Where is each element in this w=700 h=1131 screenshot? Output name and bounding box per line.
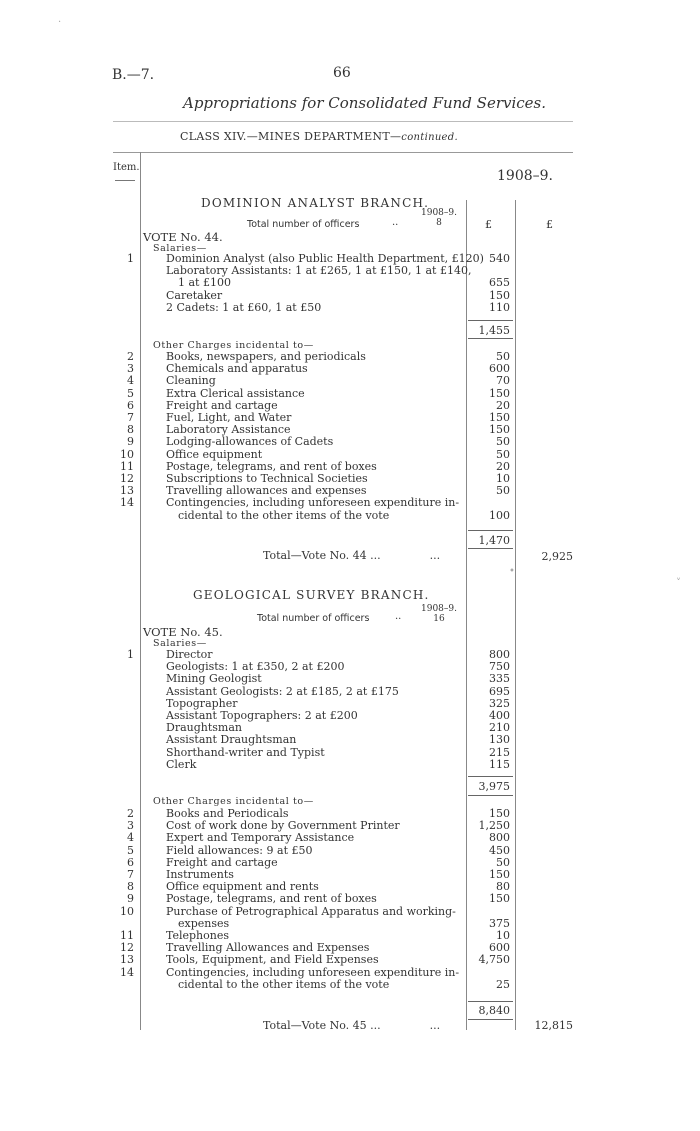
item-description: Geologists: 1 at £350, 2 at £200 [166,660,345,674]
table-row [0,710,700,722]
officers-label: Total number of officers [257,613,370,624]
item-description: Topographer [166,696,238,710]
pound-header-2: £ [546,218,553,231]
class-heading-main: CLASS XIV.—MINES DEPARTMENT— [180,130,402,143]
branch-heading: GEOLOGICAL SURVEY BRANCH. [193,588,430,602]
item-amount: 150 [489,423,510,437]
item-amount: 150 [489,868,510,881]
analyst-vote-total-label: Total—Vote No. 44 ... ... [263,549,441,562]
table-row [0,967,700,979]
vote-heading: VOTE No. 44. [143,230,223,244]
item-description: Field allowances: 9 at £50 [166,843,313,857]
item-description: Contingencies, including unforeseen expenditure in- [166,965,460,979]
geo-salaries-subtotal: 3,975 [478,780,510,793]
item-description: Assistant Topographers: 2 at £200 [166,709,358,722]
item-amount: 80 [496,880,510,894]
table-top-rule [113,152,573,153]
scan-speck: ˅ [676,578,681,589]
item-amount: 375 [489,916,510,930]
item-description: Travelling Allowances and Expenses [166,941,370,955]
item-amount: 115 [489,757,510,771]
item-description: Freight and cartage [166,398,278,412]
vote-heading: VOTE No. 45. [143,625,223,639]
analyst-salaries-rule [468,320,513,321]
item-description: Shorthand-writer and Typist [166,745,325,759]
geo-total-label-text: Total—Vote No. 45 [263,1019,367,1032]
item-number: 10 [120,904,134,918]
analyst-salaries-subtotal: 1,455 [478,324,510,337]
geo-salaries-rule [468,776,513,777]
item-description: Cleaning [166,374,216,388]
item-number: 11 [120,929,134,942]
item-description: Assistant Draughtsman [166,733,297,747]
table-row [0,277,700,289]
item-description: Dominion Analyst (also Public Health Department, £120) [166,252,484,265]
item-description: cidental to the other items of the vote [178,977,390,991]
table-row [0,375,700,387]
officers-label: Total number of officers [247,219,360,230]
table-row [0,449,700,461]
table-row [0,747,700,759]
item-amount: 110 [489,300,510,314]
item-number: 7 [127,411,134,424]
geo-salaries-rule-2 [468,795,513,796]
analyst-other-charges-label: Other Charges incidental to— [153,340,314,351]
item-number: 8 [127,880,134,894]
item-description: Books and Periodicals [166,807,289,820]
geo-other-rule [468,1001,513,1002]
salaries-label: Salaries— [153,243,207,254]
table-row [0,424,700,436]
item-description: Laboratory Assistants: 1 at £265, 1 at £150, 1 at £140, [166,264,472,278]
pound-header-1: £ [485,218,492,231]
table-row [0,265,700,277]
table-row [0,918,700,930]
table-row [0,388,700,400]
item-amount: 25 [496,977,510,991]
table-row [0,302,700,314]
item-amount: 800 [489,648,510,661]
page-number: 66 [333,65,351,81]
item-amount: 750 [489,660,510,674]
item-amount: 695 [489,684,510,698]
officers-leader: .. [395,611,402,622]
item-number: 2 [127,350,134,363]
item-description: Caretaker [166,288,223,302]
salaries-label: Salaries— [153,638,207,649]
item-description: Telephones [166,929,230,942]
item-number: 2 [127,807,134,820]
table-row [0,473,700,485]
table-row [0,510,700,522]
table-row [0,649,700,661]
item-number: 10 [120,447,134,461]
table-row [0,954,700,966]
item-amount: 150 [489,411,510,424]
officers-count: 16 [433,614,445,624]
item-amount: 335 [489,672,510,686]
item-number: 9 [127,892,134,906]
item-description: Tools, Equipment, and Field Expenses [166,953,379,967]
item-description: cidental to the other items of the vote [178,508,390,522]
item-amount: 130 [489,733,510,747]
item-amount: 150 [489,386,510,400]
geo-vote-total: 12,815 [534,1019,573,1032]
item-amount: 4,750 [478,953,510,967]
item-description: Postage, telegrams, and rent of boxes [166,892,377,906]
item-number: 1 [127,648,134,661]
table-row [0,400,700,412]
table-row [0,942,700,954]
table-row [0,290,700,302]
officers-year: 1908–9. [421,604,457,614]
table-row [0,893,700,905]
officers-year: 1908–9. [421,208,457,218]
item-amount: 400 [489,709,510,722]
item-amount: 655 [489,276,510,290]
class-heading-continued: continued. [401,132,458,143]
table-row [0,979,700,991]
item-amount: 150 [489,288,510,302]
item-description: Books, newspapers, and periodicals [166,350,366,363]
officers-leader: .. [392,217,399,228]
item-number: 6 [127,855,134,869]
item-number: 3 [127,819,134,833]
table-row [0,253,700,265]
item-amount: 150 [489,807,510,820]
item-amount: 50 [496,350,510,363]
item-description: 2 Cadets: 1 at £60, 1 at £50 [166,300,322,314]
geo-vote-total-label: Total—Vote No. 45 ... ... [263,1019,441,1032]
geo-other-rule-2 [468,1019,513,1020]
table-row [0,832,700,844]
item-amount: 100 [489,508,510,522]
item-amount: 50 [496,484,510,498]
table-row [0,808,700,820]
item-amount: 10 [496,929,510,942]
item-amount: 20 [496,398,510,412]
analyst-other-rule-2 [468,548,513,549]
table-row [0,461,700,473]
item-number: 12 [120,472,134,485]
table-row [0,820,700,832]
item-amount: 215 [489,745,510,759]
analyst-total-label-text: Total—Vote No. 44 [263,549,367,562]
item-column-header: Item. [113,162,140,173]
item-number: 4 [127,374,134,388]
item-number: 5 [127,386,134,400]
item-amount: 600 [489,941,510,955]
table-row [0,686,700,698]
branch-heading: DOMINION ANALYST BRANCH. [201,196,430,210]
item-description: Office equipment and rents [166,880,319,894]
analyst-salaries-rule-2 [468,338,513,339]
item-description: Contingencies, including unforeseen expenditure in- [166,496,460,510]
item-number: 5 [127,843,134,857]
item-amount: 600 [489,362,510,376]
table-row [0,906,700,918]
item-description: 1 at £100 [178,276,231,290]
table-row [0,869,700,881]
table-row [0,759,700,771]
table-row [0,485,700,497]
analyst-other-rule [468,530,513,531]
item-amount: 50 [496,435,510,449]
item-description: expenses [178,916,230,930]
item-description: Subscriptions to Technical Societies [166,472,368,485]
item-description: Freight and cartage [166,855,278,869]
year-column-header: 1908–9. [497,168,553,184]
item-amount: 50 [496,447,510,461]
item-header-rule [115,180,135,181]
analyst-vote-total: 2,925 [541,550,573,563]
item-amount: 20 [496,459,510,473]
officers-count: 8 [436,218,442,228]
table-row [0,881,700,893]
table-row [0,363,700,375]
item-number: 13 [120,953,134,967]
table-row [0,857,700,869]
item-description: Office equipment [166,447,263,461]
item-description: Expert and Temporary Assistance [166,831,355,845]
item-description: Cost of work done by Government Printer [166,819,400,833]
item-amount: 450 [489,843,510,857]
geo-other-charges-label: Other Charges incidental to— [153,796,314,807]
table-row [0,698,700,710]
item-amount: 800 [489,831,510,845]
item-amount: 150 [489,892,510,906]
item-number: 9 [127,435,134,449]
item-description: Fuel, Light, and Water [166,411,292,424]
item-amount: 50 [496,855,510,869]
item-amount: 1,250 [478,819,510,833]
item-number: 4 [127,831,134,845]
table-row [0,412,700,424]
table-row [0,661,700,673]
table-row [0,845,700,857]
item-description: Lodging-allowances of Cadets [166,435,334,449]
item-description: Director [166,648,213,661]
item-description: Assistant Geologists: 2 at £185, 2 at £175 [166,684,399,698]
table-row [0,722,700,734]
item-number: 3 [127,362,134,376]
scan-speck: • [509,566,515,577]
item-description: Mining Geologist [166,672,262,686]
table-row [0,436,700,448]
item-description: Clerk [166,757,197,771]
item-description: Extra Clerical assistance [166,386,305,400]
item-amount: 70 [496,374,510,388]
item-number: 14 [120,965,134,979]
class-heading [180,130,458,143]
document-reference: B.—7. [112,67,155,83]
analyst-other-subtotal: 1,470 [478,534,510,547]
item-number: 8 [127,423,134,437]
item-description: Chemicals and apparatus [166,362,308,376]
item-description: Draughtsman [166,721,242,735]
page-title: Appropriations for Consolidated Fund Services. [183,94,547,112]
item-description: Travelling allowances and expenses [166,484,367,498]
item-number: 12 [120,941,134,955]
item-description: Postage, telegrams, and rent of boxes [166,459,377,473]
item-amount: 210 [489,721,510,735]
geo-other-subtotal: 8,840 [478,1004,510,1017]
table-row [0,734,700,746]
item-number: 11 [120,459,134,473]
table-row [0,497,700,509]
item-amount: 540 [489,252,510,265]
item-number: 7 [127,868,134,881]
item-number: 6 [127,398,134,412]
item-number: 1 [127,252,134,265]
item-number: 14 [120,496,134,510]
item-description: Purchase of Petrographical Apparatus and working- [166,904,456,918]
item-amount: 10 [496,472,510,485]
item-description: Laboratory Assistance [166,423,291,437]
table-row [0,351,700,363]
item-amount: 325 [489,696,510,710]
table-row [0,930,700,942]
scan-speck: · [58,17,62,28]
item-description: Instruments [166,868,234,881]
item-number: 13 [120,484,134,498]
title-rule [113,121,573,122]
table-row [0,673,700,685]
